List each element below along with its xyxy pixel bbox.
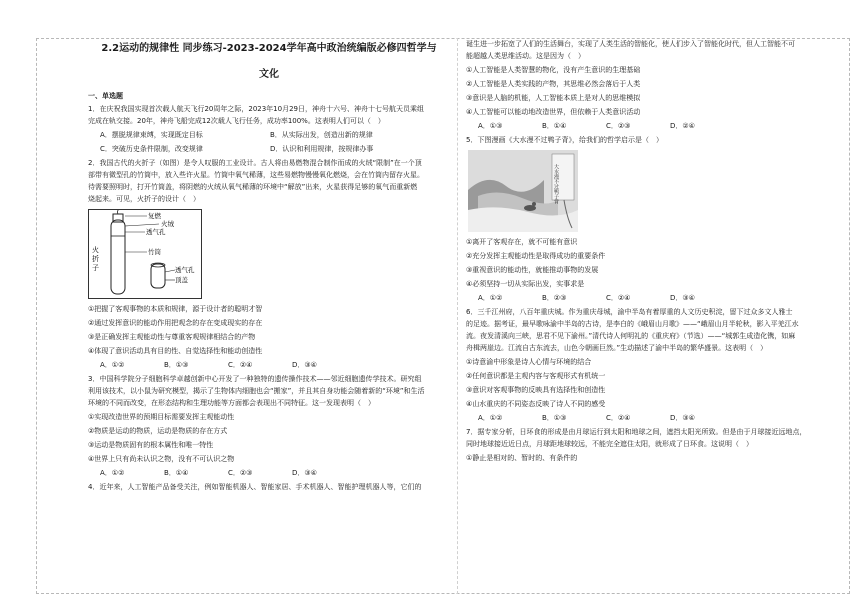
q6-option-d[interactable]: D．③④ (670, 414, 695, 422)
q5-statement-3: ③重视意识的能动性，就能推动事物的发展 (466, 266, 599, 274)
q4-stem-1: 4．近年来，人工智能产品备受关注，例如智能机器人、智能家居、手术机器人、智能护理机器人等，它们的 (88, 483, 422, 491)
fire-starter-drawing (89, 210, 201, 298)
left-column (88, 36, 450, 493)
q7-stem-1: 7．据专家分析，日环食的形成是由月球运行到太阳和地球之间，遮挡太阳光所致。但是由于月球接近远地点， (466, 428, 807, 436)
q6-statement-2: ②任何意识都是主观内容与客观形式有机统一 (466, 372, 606, 380)
q5-statement-1: ①离开了客观存在，就不可能有意识 (466, 238, 578, 246)
q2-options (88, 359, 450, 371)
q2-statement-3: ③是正确发挥主观能动性与尊重客观规律相结合的产物 (88, 333, 256, 341)
q3-option-c[interactable]: C．②③ (228, 469, 253, 477)
right-column (466, 38, 830, 466)
q3-statement-3: ③运动是物质固有的根本属性和唯一特性 (88, 441, 214, 449)
q4-option-a[interactable]: A．①③ (478, 122, 503, 130)
cartoon-drawing (468, 150, 578, 232)
q6-statement-4: ④山水重庆的不同姿态反映了诗人不同的感受 (466, 400, 606, 408)
q3-option-a[interactable]: A．①② (100, 469, 125, 477)
q1-option-b[interactable]: B．从实际出发，创造出新的规律 (270, 131, 373, 139)
q2-option-c[interactable]: C．②④ (228, 361, 253, 369)
q6-stem-4: 舟楫两崖边。江流自古东流去，山色今朝画巨然。”生动描述了渝中半岛的繁华盛景。这表明（ ） (466, 344, 768, 352)
q2-stem-3: 待需要照明时，打开竹筒盖，将阴燃的火绒从氧气稀薄的环境中“解放”出来，火星获得足够的氧气而重新燃 (88, 183, 418, 191)
q4-option-b[interactable]: B．①④ (542, 122, 567, 130)
q1-stem-1: 1．在庆祝我国实现首次载人航天飞行20周年之际，2023年10月29日，神舟十六号、神舟十七号航天员乘组 (88, 105, 424, 113)
q3-statement-2: ②物质是运动的物质，运动是物质的存在方式 (88, 427, 228, 435)
q4-options (466, 120, 830, 132)
q6-option-c[interactable]: C．②④ (606, 414, 631, 422)
q5-stem: 5．下图漫画《大水漫不过鸭子背》，给我们的哲学启示是（ ） (466, 136, 663, 144)
fig-label-cap: 顶盖 (175, 276, 188, 284)
q5-option-a[interactable]: A．①② (478, 294, 503, 302)
q5-statement-2: ②充分发挥主观能动性是取得成功的重要条件 (466, 252, 606, 260)
q5-option-c[interactable]: C．②④ (606, 294, 631, 302)
q1-stem-2: 完成在轨交接。20年，神舟飞船完成12次载人飞行任务，成功率100%。这表明人们可以（ ） (88, 117, 385, 125)
fig-label-vent2: 透气孔 (175, 266, 195, 274)
q2-statement-2: ②通过发挥意识的能动作用把观念的存在变成现实的存在 (88, 319, 263, 327)
q3-stem-2: 利用该技术，以小鼠为研究模型，揭示了生物体内细胞也会“搬家”，并且其自身功能会随着新的“环境”和生活 (88, 387, 425, 395)
q4-statement-2: ②人工智能是人类实践的产物，其思维必然会落后于人类 (466, 80, 641, 88)
column-divider (457, 38, 458, 594)
q6-option-b[interactable]: B．①③ (542, 414, 567, 422)
q5-statement-4: ④必须坚持一切从实际出发，实事求是 (466, 280, 585, 288)
q3-options (88, 467, 450, 479)
doc-title-line2: 文化 (259, 69, 279, 80)
q3-option-d[interactable]: D．③④ (292, 469, 317, 477)
fig-label-huorong: 火绒 (161, 220, 174, 228)
q1-options-cd (88, 143, 450, 155)
q6-statement-3: ③意识对客观事物的反映具有选择性和创造性 (466, 386, 606, 394)
q4-stem-2: 诞生进一步拓宽了人们的生活舞台，实现了人类生活的智能化，使人们步入了智能化时代，但人工智能不可 (466, 40, 795, 48)
q7-statement-1: ①静止是相对的、暂时的、有条件的 (466, 454, 578, 462)
q5-option-d[interactable]: D．③④ (670, 294, 695, 302)
q4-statement-1: ①人工智能是人类智慧的物化，没有产生意识的生理基础 (466, 66, 641, 74)
q7-stem-2: 同时地球接近近日点，月球距地球较远，不能完全遮住太阳，就形成了日环食。这说明（ ） (466, 440, 753, 448)
q6-options (466, 412, 830, 424)
fig-label-fuhuo: 复燃 (148, 212, 161, 220)
fig-label-tube: 竹筒 (148, 248, 161, 256)
q2-option-b[interactable]: B．①③ (164, 361, 189, 369)
q4-statement-3: ③意识是人脑的机能，人工智能本质上是对人的思维模拟 (466, 94, 641, 102)
q3-stem-1: 3．中国科学院分子细胞科学卓越创新中心开发了一种独特的遗传操作技术——邻近细胞遗传学技术。研究组 (88, 375, 422, 383)
q2-statement-4: ④体现了意识活动具有目的性、自觉选择性和能动创造性 (88, 347, 263, 355)
doc-title-line1: 2.2运动的规律性 同步练习-2023-2024学年高中政治统编版必修四哲学与 (101, 43, 437, 54)
section-heading: 一、单选题 (88, 92, 123, 100)
q2-option-a[interactable]: A．①② (100, 361, 125, 369)
q1-options-ab (88, 129, 450, 141)
q4-option-c[interactable]: C．②③ (606, 122, 631, 130)
q4-statement-4: ④人工智能可以能动地改造世界，但依赖于人类意识活动 (466, 108, 641, 116)
cartoon-figure (466, 150, 830, 232)
q6-stem-1: 6．三千江州府，八百年重庆城。作为重庆母城，渝中半岛有着厚重的人文历史积淀，留下过众多文人雅士 (466, 308, 793, 316)
q5-option-b[interactable]: B．②③ (542, 294, 567, 302)
q2-option-d[interactable]: D．③④ (292, 361, 317, 369)
q4-option-d[interactable]: D．②④ (670, 122, 695, 130)
fig-label-huo: 火 (92, 246, 99, 254)
q2-statement-1: ①把握了客观事物的本质和规律，源于设计者的聪明才智 (88, 305, 263, 313)
q2-stem-2: 部带有微型孔的竹筒中，放入些许火星。竹筒中氧气稀薄，这些易燃物慢慢氧化燃烧，会在竹筒内留存火星。 (88, 171, 424, 179)
q3-statement-1: ①实现改造世界的预期目标需要发挥主观能动性 (88, 413, 235, 421)
cartoon-caption: 大水漫不过鸭子背 (553, 164, 559, 204)
q1-option-a[interactable]: A．摆脱规律束缚，实现既定目标 (100, 131, 203, 139)
q1-option-d[interactable]: D．认识和利用规律，按规律办事 (270, 145, 374, 153)
fire-starter-figure (88, 209, 450, 299)
q3-statement-4: ④世界上只有尚未认识之物，没有不可认识之物 (88, 455, 235, 463)
fig-label-vent1: 透气孔 (146, 228, 166, 236)
q2-stem-1: 2．我国古代的火折子（如图）是令人叹服的工业设计。古人将由易燃物混合制作而成的火绒“限制”在一个顶 (88, 159, 422, 167)
q3-option-b[interactable]: B．①④ (164, 469, 189, 477)
q6-option-a[interactable]: A．①② (478, 414, 503, 422)
fire-starter-diagram (88, 209, 202, 299)
q6-stem-2: 的足迹。据考证，最早歌咏渝中半岛的古诗，是李白的《峨眉山月歌》——“峨眉山月半轮秋，影入平羌江水 (466, 320, 799, 328)
fig-label-zi: 子 (92, 264, 99, 272)
q6-statement-1: ①诗意渝中形象是诗人心情与环境的结合 (466, 358, 592, 366)
q3-stem-3: 环境的不同而改变，在形态结构和生理功能等方面都会表现出不同特征。这一发现表明（ ） (88, 399, 375, 407)
q1-option-c[interactable]: C．突破历史条件限制，改变规律 (100, 145, 203, 153)
q2-stem-4: 烧起来。可见，火折子的设计（ ） (88, 195, 200, 203)
q4-stem-3: 能超越人类思维活动。这是因为（ ） (466, 52, 585, 60)
fig-label-zhe: 折 (92, 255, 99, 263)
q5-options (466, 292, 830, 304)
q6-stem-3: 流。夜发清溪向三峡，思君不见下渝州。”清代诗人何明礼的《重庆府》（节选）——“城郭生成造化镌，如麻 (466, 332, 796, 340)
cartoon-image (468, 150, 578, 232)
